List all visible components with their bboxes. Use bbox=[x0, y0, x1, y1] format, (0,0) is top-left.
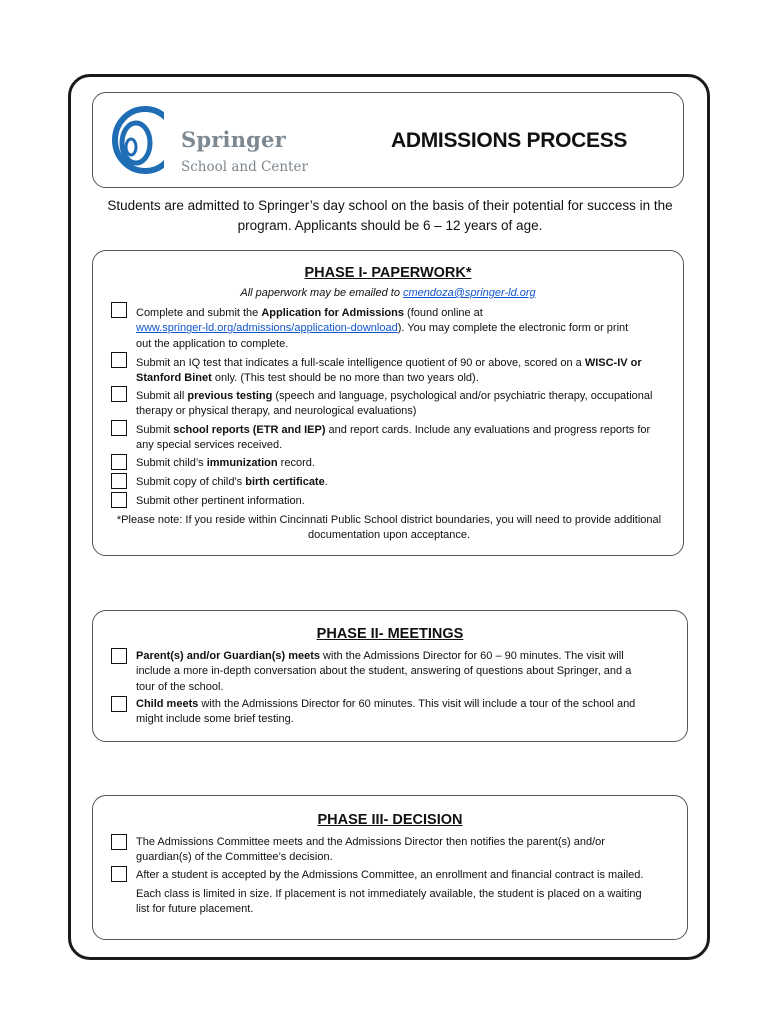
list-item: Submit an IQ test that indicates a full-scale intelligence quotient of 90 or above, scored on a WISC-IV or Stanford Binet only. (This test should be no more than two years old). bbox=[136, 357, 642, 385]
list-item: Child meets with the Admissions Director for 60 minutes. This visit will include a tour of the school and might include some brief testing. bbox=[136, 698, 636, 726]
checkbox-birth-certificate[interactable] bbox=[111, 473, 127, 489]
list-item: Submit copy of child’s birth certificate. bbox=[136, 476, 328, 488]
checkbox-immunization[interactable] bbox=[111, 454, 127, 470]
header-box bbox=[92, 92, 684, 188]
phase2-title: PHASE II- MEETINGS bbox=[316, 626, 464, 642]
list-item: Submit child’s immunization record. bbox=[136, 457, 315, 469]
list-item: Each class is limited in size. If placement is not immediately available, the student is placed on a waiting list for future placement. bbox=[136, 888, 642, 916]
checkbox-contract-mailed[interactable] bbox=[111, 866, 127, 882]
springer-logo bbox=[109, 103, 339, 177]
springer-logo-icon bbox=[109, 103, 179, 177]
checkbox-parent-meeting[interactable] bbox=[111, 648, 127, 664]
page-title: ADMISSIONS PROCESS bbox=[391, 129, 628, 152]
intro-text bbox=[90, 196, 690, 236]
phase2-section bbox=[92, 610, 688, 742]
list-item: Parent(s) and/or Guardian(s) meets with the Admissions Director for 60 – 90 minutes. The visit will include a more in-depth conversation about the student, answering of questions about Springer, and a tour of the school. bbox=[136, 650, 632, 693]
checkbox-application[interactable] bbox=[111, 302, 127, 318]
list-item: Submit all previous testing (speech and language, psychological and/or psychiatric therapy, occupational therapy or physical therapy, and neurological evaluations) bbox=[136, 390, 653, 418]
email-link[interactable]: cmendoza@springer-ld.org bbox=[403, 287, 536, 299]
checkbox-other-information[interactable] bbox=[111, 492, 127, 508]
list-item: After a student is accepted by the Admissions Committee, an enrollment and financial contract is mailed. bbox=[136, 869, 644, 881]
phase3-section bbox=[92, 795, 688, 940]
list-item: The Admissions Committee meets and the Admissions Director then notifies the parent(s) and/or guardian(s) of the Committee’s decision. bbox=[136, 836, 605, 864]
intro-line: program. Applicants should be 6 – 12 years of age. bbox=[237, 218, 543, 233]
logo-name: Springer bbox=[181, 127, 286, 152]
phase3-title: PHASE III- DECISION bbox=[317, 812, 463, 828]
checkbox-previous-testing[interactable] bbox=[111, 386, 127, 402]
application-link[interactable]: www.springer-ld.org/admissions/application-download bbox=[136, 322, 398, 335]
list-item: Submit school reports (ETR and IEP) and report cards. Include any evaluations and progress reports for any special services received. bbox=[136, 424, 651, 452]
email-note-text: All paperwork may be emailed to bbox=[240, 287, 403, 299]
checkbox-child-meeting[interactable] bbox=[111, 696, 127, 712]
logo-subtitle: School and Center bbox=[181, 159, 308, 175]
checkbox-iq-test[interactable] bbox=[111, 352, 127, 368]
checkbox-school-reports[interactable] bbox=[111, 420, 127, 436]
email-note bbox=[93, 287, 683, 299]
list-item: Complete and submit the Application for Admissions (found online at www.springer-ld.org/admissions/application-download). You may complete the electronic form or print out the application to complete. bbox=[136, 307, 629, 350]
list-item: Submit other pertinent information. bbox=[136, 495, 305, 507]
checkbox-committee-decision[interactable] bbox=[111, 834, 127, 850]
phase1-title: PHASE I- PAPERWORK* bbox=[304, 265, 472, 281]
intro-line: Students are admitted to Springer’s day school on the basis of their potential for success in the bbox=[107, 198, 673, 213]
phase1-section bbox=[92, 250, 684, 556]
please-note: *Please note: If you reside within Cincinnati Public School district boundaries, you will need to provide additional documentation upon acceptance. bbox=[116, 514, 662, 542]
